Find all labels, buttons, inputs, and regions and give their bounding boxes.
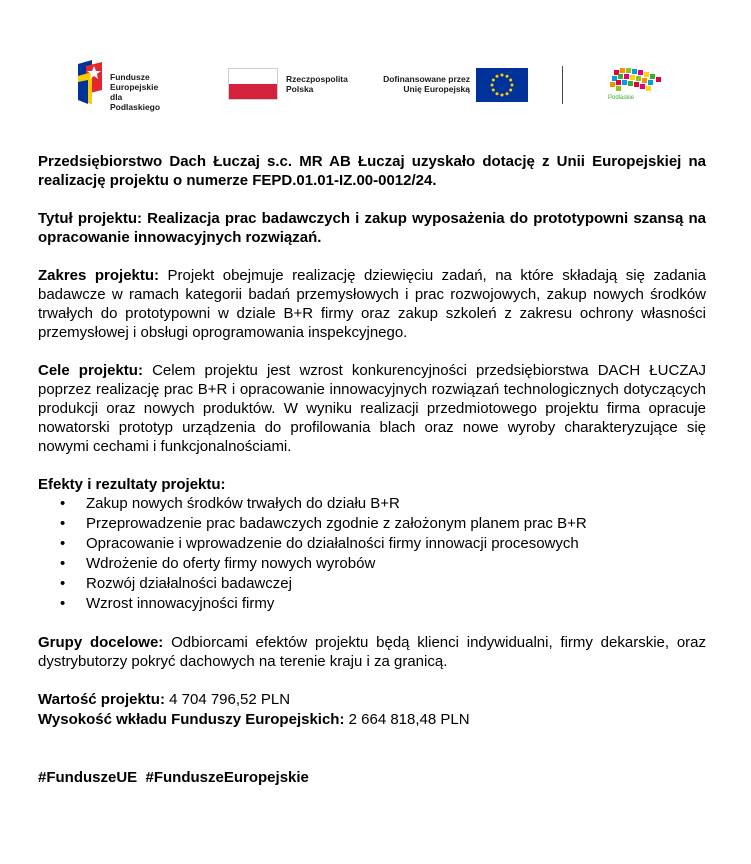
project-goals-paragraph bbox=[38, 361, 706, 456]
project-scope-label: Zakres projektu: bbox=[38, 267, 160, 284]
hashtags: #FunduszeUE #FunduszeEuropejskie bbox=[38, 769, 309, 786]
eu-contribution-label: Wysokość wkładu Funduszy Europejskich: bbox=[38, 711, 345, 728]
svg-text:Podlaskie: Podlaskie bbox=[608, 95, 635, 101]
effects-heading: Efekty i rezultaty projektu: bbox=[38, 476, 226, 493]
eu-flag bbox=[476, 68, 528, 107]
fe-logo-line1: Fundusze Europejskie bbox=[110, 72, 159, 92]
list-item: • Rozwój działalności badawczej bbox=[86, 574, 706, 594]
project-scope-text: Projekt obejmuje realizację dziewięciu zadań, na które składają się zadania badawcze w ramach kategorii badań przemysłowych i prac rozwojowych, zakup nowych środków trwałych do prototypowni w dziale B+R firmy oraz zakup szkoleń z zakresu ochrony własności przemysłowej i obsługi oprogramowania inspekcyjnego. bbox=[38, 267, 706, 341]
fundusze-europejskie-logo bbox=[78, 60, 161, 112]
project-values bbox=[38, 690, 706, 730]
project-title-paragraph bbox=[38, 209, 706, 247]
logo-divider bbox=[562, 66, 563, 104]
project-goals-label: Cele projektu: bbox=[38, 362, 143, 379]
target-groups-text: Odbiorcami efektów projektu będą klienci indywidualni, firmy dekarskie, oraz dystrybutorzy pokryć dachowych na terenie kraju i za granicą. bbox=[38, 634, 707, 670]
project-goals-text: Celem projektu jest wzrost konkurencyjności przedsiębiorstwa DACH ŁUCZAJ poprzez realizację prac B+R i opracowanie innowacyjnych rozwiązań technologicznych dotyczących produkcji oraz nowych produktów. W wyniku realizacji przedmiotowego projektu firma opracuje nowatorski prototyp urządzenia do profilowania blach oraz nowe wyroby charakteryzujące się nowymi cechami i funkcjonalnościami. bbox=[38, 362, 706, 455]
polska-flag bbox=[228, 68, 278, 100]
fe-logo-line2: dla Podlaskiego bbox=[110, 92, 161, 112]
list-item: • Wdrożenie do oferty firmy nowych wyrobów bbox=[86, 554, 706, 574]
pl-logo-line2: Polska bbox=[286, 84, 314, 94]
podlaskie-logo bbox=[608, 66, 664, 107]
eu-logo-line2: Unię Europejską bbox=[403, 84, 470, 94]
eu-contribution-amount: 2 664 818,48 PLN bbox=[348, 711, 470, 728]
fe-star-icon bbox=[78, 60, 104, 104]
list-item: • Wzrost innowacyjności firmy bbox=[86, 594, 706, 614]
target-groups-paragraph bbox=[38, 633, 706, 671]
eu-stars-icon bbox=[476, 68, 528, 102]
target-groups-label: Grupy docelowe: bbox=[38, 634, 164, 651]
project-title-text: Realizacja prac badawczych i zakup wyposażenia do prototypowni szansą na opracowanie innowacyjnych rozwiązań. bbox=[38, 210, 706, 246]
project-value-label: Wartość projektu: bbox=[38, 691, 165, 708]
intro-paragraph: Przedsiębiorstwo Dach Łuczaj s.c. MR AB Łuczaj uzyskało dotację z Unii Europejskiej na realizację projektu o numerze FEPD.01.01-IZ.00-0012/24. bbox=[38, 153, 706, 189]
announcement-content bbox=[38, 152, 706, 787]
pl-logo-line1: Rzeczpospolita bbox=[286, 74, 348, 84]
eu-logo-line1: Dofinansowane przez bbox=[383, 74, 470, 84]
list-item: • Opracowanie i wprowadzenie do działalności firmy innowacji procesowych bbox=[86, 534, 706, 554]
effects-list bbox=[38, 494, 706, 614]
project-value-amount: 4 704 796,52 PLN bbox=[169, 691, 291, 708]
list-item: • Przeprowadzenie prac badawczych zgodnie z założonym planem prac B+R bbox=[86, 514, 706, 534]
logo-bar bbox=[78, 60, 678, 112]
list-item: • Zakup nowych środków trwałych do działu B+R bbox=[86, 494, 706, 514]
bison-icon bbox=[608, 66, 664, 102]
project-title-label: Tytuł projektu: bbox=[38, 210, 143, 227]
project-scope-paragraph bbox=[38, 266, 706, 342]
